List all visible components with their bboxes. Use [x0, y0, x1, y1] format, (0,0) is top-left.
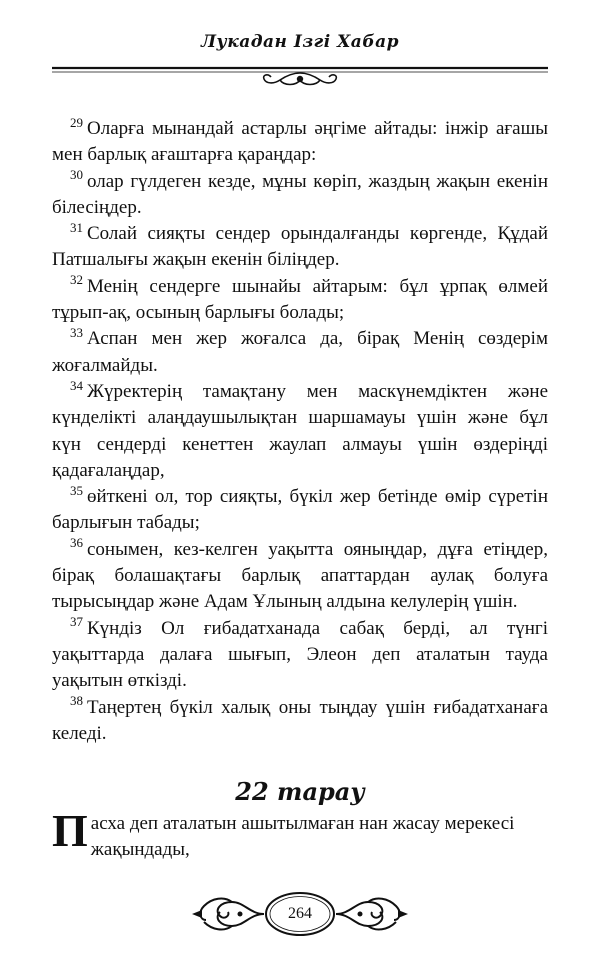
- verse-number: 35: [70, 482, 83, 498]
- verse-text: сонымен, кез-келген уақытта ояныңдар, дұға етіңдер, бірақ болашақтағы барлық апаттардан аулақ болуға тырысыңдар және Адам Ұлының алдына келулерің үшін.: [52, 538, 548, 613]
- verse-text: Оларға мынандай астарлы әңгіме айтады: інжір ағашы мен барлық ағаштарға қараңдар:: [52, 118, 548, 166]
- verse-number: 38: [70, 693, 83, 709]
- verse-30: [52, 169, 548, 222]
- verse-37: [52, 616, 548, 695]
- verse-number: 29: [70, 114, 83, 130]
- page-number: 264: [288, 905, 312, 922]
- verse-text: Таңертең бүкіл халық оны тыңдау үшін ғибадатханаға келеді.: [52, 696, 548, 744]
- verse-number: 37: [70, 614, 83, 630]
- verse-text: олар гүлдеген кезде, мұны көріп, жаздың жақын екенін білесіңдер.: [52, 170, 548, 218]
- verse-text: Күндіз Ол ғибадатханада сабақ берді, ал түнгі уақыттарда далаға шығып, Элеон деп аталатын тауда уақытын өткізді.: [52, 617, 548, 692]
- verse-29: [52, 116, 548, 169]
- verse-text: Аспан мен жер жоғалса да, бірақ Менің сөздерім жоғалмайды.: [52, 328, 548, 376]
- fleuron-icon: [264, 73, 337, 85]
- verse-text: өйткені ол, тор сияқты, бүкіл жер бетінде өмір сүретін барлығын табады;: [52, 486, 548, 534]
- chapter-opening-paragraph: [52, 805, 548, 864]
- verse-number: 32: [70, 272, 83, 288]
- verse-text: Менің сендерге шынайы айтарым: бұл ұрпақ өлмей тұрып-ақ, осының барлығы болады;: [52, 275, 548, 324]
- verse-text: Солай сияқты сендер орындалғанды көргенде, Құдай Патшалығы жақын екенін біліңдер.: [52, 223, 548, 271]
- verse-32: [52, 274, 548, 327]
- running-head-title: Лукадан Ізгі Хабар: [201, 32, 399, 52]
- chapter-opening-text: асха деп аталатын ашытылмаған нан жасау мерекесі жақындады,: [90, 813, 515, 861]
- verse-36: [52, 537, 548, 616]
- drop-cap-letter: П: [52, 805, 88, 857]
- verse-text: Жүректерің тамақтану мен маскүнемдіктен және күнделікті алаңдаушылықтан шаршамауы үшін және бұл күн сендерді кенеттен жаулап алмауы үшін өздеріңді қадағалаңдар,: [52, 380, 548, 481]
- verse-31: [52, 221, 548, 274]
- verse-number: 30: [70, 167, 83, 183]
- verse-38: [52, 695, 548, 748]
- header-ornament-rule: [52, 60, 548, 88]
- verse-35: [52, 484, 548, 537]
- verse-number: 31: [70, 219, 83, 235]
- verse-number: 34: [70, 377, 83, 393]
- verse-number: 33: [70, 325, 83, 341]
- verse-33: [52, 326, 548, 379]
- verse-34: [52, 379, 548, 484]
- chapter-heading: 22 тарау: [235, 777, 365, 807]
- verse-number: 36: [70, 535, 83, 551]
- scripture-text: [52, 116, 548, 864]
